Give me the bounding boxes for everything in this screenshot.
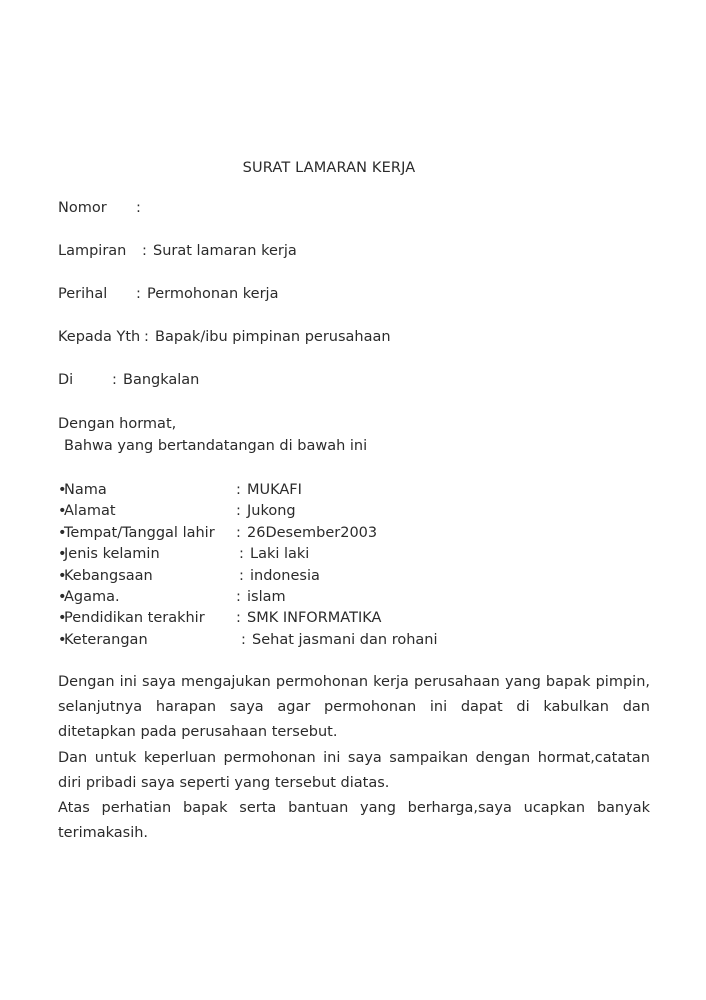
detail-row-value: Laki laki [250,546,310,563]
body-paragraph: Atas perhatian bapak serta bantuan yang berharga,saya ucapkan banyak terimakasih. [58,800,650,842]
detail-row-label: Nama [64,482,107,498]
detail-row-label: Kebangsaan [64,567,153,584]
bullet-icon: • [58,546,67,563]
detail-row-label: Keterangan [64,631,148,648]
header-row-separator: : [136,286,141,302]
header-row [58,199,638,242]
detail-row [58,587,638,608]
header-row-separator: : [112,372,117,388]
bullet-icon: • [58,524,67,541]
detail-row-separator: : [241,631,246,648]
header-row [58,242,638,285]
salutation-line-2: Bahwa yang bertandatangan di bawah ini [64,437,368,454]
header-row-value: Surat lamaran kerja [153,243,297,259]
header-row-separator: : [142,243,147,259]
detail-row [58,608,638,629]
header-row-label: Perihal [58,286,108,302]
header-row [58,328,638,371]
body-paragraph: Dengan ini saya mengajukan permohonan kerja perusahaan yang bapak pimpin, selanjutnya harapan saya agar permohonan ini dapat di kabulkan dan ditetapkan pada perusahaan tersebut. [58,674,650,741]
bullet-icon: • [58,567,67,584]
bullet-icon: • [58,610,67,627]
header-row-value: Bapak/ibu pimpinan perusahaan [155,329,391,345]
detail-row [58,566,638,587]
detail-row [58,523,638,544]
detail-row [58,630,638,651]
detail-row-label: Tempat/Tanggal lahir [64,524,215,541]
bullet-icon: • [58,588,67,605]
detail-row-separator: : [236,482,241,498]
bullet-icon: • [58,503,67,520]
detail-row-value: Sehat jasmani dan rohani [252,631,438,648]
salutation-line-1: Dengan hormat, [58,416,177,432]
body-paragraph: Dan untuk keperluan permohonan ini saya sampaikan dengan hormat,catatan diri pribadi saya seperti yang tersebut diatas. [58,749,650,791]
letter-body-block [58,670,650,846]
detail-row-value: SMK INFORMATIKA [247,610,382,627]
detail-row-separator: : [239,567,244,584]
header-row [58,371,638,414]
header-row-label: Lampiran [58,243,127,259]
salutation-block [58,414,638,457]
bullet-icon: • [58,482,67,498]
applicant-details-list [58,480,638,651]
detail-row-separator: : [236,588,241,605]
detail-row-value: MUKAFI [247,482,302,498]
detail-row-label: Alamat [64,503,116,520]
header-row-label: Di [58,372,74,388]
detail-row [58,544,638,565]
detail-row-value: Jukong [247,503,296,520]
detail-row-value: indonesia [250,567,320,584]
detail-row-label: Agama. [64,588,120,605]
header-row [58,285,638,328]
page-title: SURAT LAMARAN KERJA [242,160,416,176]
detail-row-separator: : [236,524,241,541]
detail-row [58,501,638,522]
header-row-value: Bangkalan [123,372,200,388]
header-row-label: Nomor [58,200,107,216]
header-row-separator: : [136,200,141,216]
letter-header-block [58,199,638,414]
header-row-separator: : [144,329,149,345]
detail-row-separator: : [239,546,244,563]
detail-row-value: islam [247,588,286,605]
detail-row-separator: : [236,610,241,627]
detail-row-value: 26Desember2003 [247,524,378,541]
detail-row-label: Pendidikan terakhir [64,610,205,627]
detail-row [58,480,638,501]
bullet-icon: • [58,631,67,648]
detail-row-label: Jenis kelamin [64,546,160,563]
header-row-label: Kepada Yth [58,329,141,345]
detail-row-separator: : [236,503,241,520]
header-row-value: Permohonan kerja [147,286,279,302]
